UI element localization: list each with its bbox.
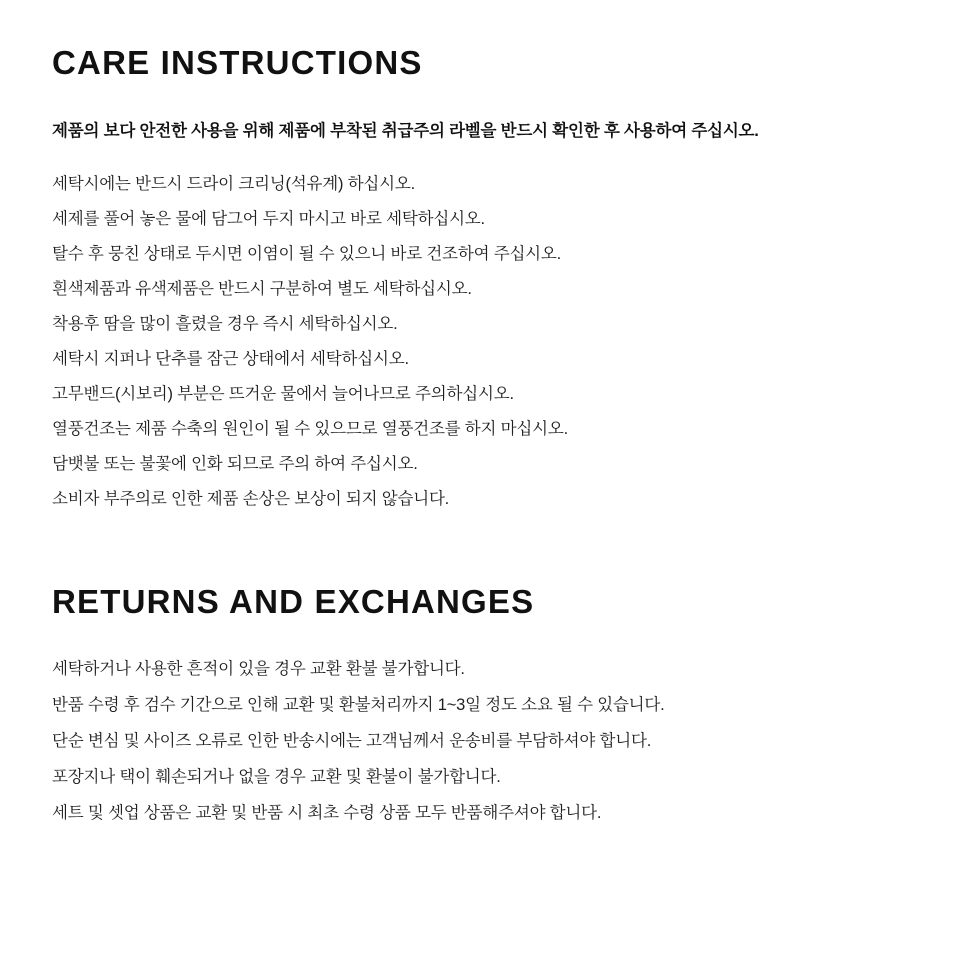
returns-and-exchanges-list [52,621,908,831]
list-item: 단순 변심 및 사이즈 오류로 인한 반송시에는 고객님께서 운송비를 부담하셔야 합니다. [52,732,652,750]
list-item: 포장지나 택이 훼손되거나 없을 경우 교환 및 환불이 불가합니다. [52,768,501,786]
list-item: 흰색제품과 유색제품은 반드시 구분하여 별도 세탁하십시오. [52,280,472,298]
care-instructions-heading: CARE INSTRUCTIONS [52,44,423,81]
list-item: 착용후 땀을 많이 흘렸을 경우 즉시 세탁하십시오. [52,315,398,333]
list-item: 세탁하거나 사용한 흔적이 있을 경우 교환 환불 불가합니다. [52,660,465,678]
list-item: 세탁시에는 반드시 드라이 크리닝(석유계) 하십시오. [52,175,416,193]
list-item: 세트 및 셋업 상품은 교환 및 반품 시 최초 수령 상품 모두 반품해주셔야 합니다. [52,804,602,822]
care-instructions-section [52,0,908,517]
list-item: 소비자 부주의로 인한 제품 손상은 보상이 되지 않습니다. [52,490,450,508]
returns-and-exchanges-heading: RETURNS AND EXCHANGES [52,583,535,620]
list-item: 탈수 후 뭉친 상태로 두시면 이염이 될 수 있으니 바로 건조하여 주십시오. [52,245,562,263]
care-instructions-lead: 제품의 보다 안전한 사용을 위해 제품에 부착된 취급주의 라벨을 반드시 확인한 후 사용하여 주십시오. [52,122,759,140]
list-item: 반품 수령 후 검수 기간으로 인해 교환 및 환불처리까지 1~3일 정도 소요 될 수 있습니다. [52,696,665,714]
list-item: 세탁시 지퍼나 단추를 잠근 상태에서 세탁하십시오. [52,350,409,368]
list-item: 고무밴드(시보리) 부분은 뜨거운 물에서 늘어나므로 주의하십시오. [52,385,514,403]
returns-and-exchanges-section [52,517,908,831]
list-item: 담뱃불 또는 불꽃에 인화 되므로 주의 하여 주십시오. [52,455,418,473]
care-instructions-list [52,141,908,517]
list-item: 세제를 풀어 놓은 물에 담그어 두지 마시고 바로 세탁하십시오. [52,210,485,228]
list-item: 열풍건조는 제품 수축의 원인이 될 수 있으므로 열풍건조를 하지 마십시오. [52,420,569,438]
